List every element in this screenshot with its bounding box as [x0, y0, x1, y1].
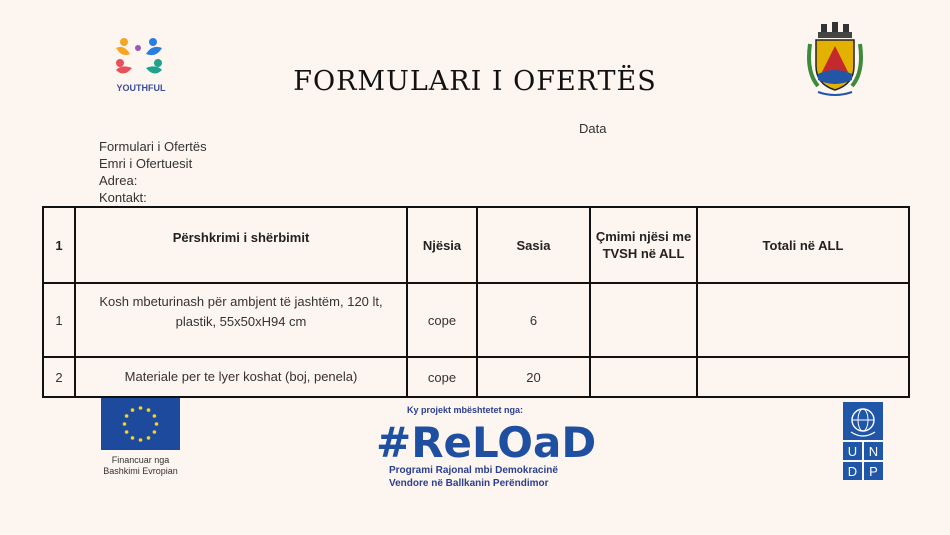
offer-table	[42, 206, 910, 398]
undp-letter-d: D	[847, 464, 858, 479]
header-number: 1	[43, 207, 75, 283]
header-description: Përshkrimi i shërbimit	[75, 207, 407, 283]
row-total	[697, 283, 909, 357]
youthful-brand-text: YOUTHFUL	[116, 83, 166, 93]
program-line-1: Programi Rajonal mbi Demokracinë	[389, 465, 558, 476]
header-unit-price: Çmimi njësi me TVSH në ALL	[590, 207, 697, 283]
address-line: Adrea:	[99, 173, 138, 188]
table-row	[43, 283, 909, 357]
undp-letter-n: N	[868, 444, 879, 459]
row-quantity: 20	[477, 357, 590, 397]
eu-funding-caption	[90, 455, 191, 477]
table-header-row	[43, 207, 909, 283]
table-row	[43, 357, 909, 397]
un-emblem-icon	[843, 402, 883, 440]
row-unit-price	[590, 283, 697, 357]
eu-flag-icon	[101, 398, 180, 450]
row-unit: cope	[407, 283, 477, 357]
eu-caption-line-1: Financuar nga	[111, 455, 170, 465]
header-total: Totali në ALL	[697, 207, 909, 283]
row-total	[697, 357, 909, 397]
page-title: FORMULARI I OFERTËS	[293, 66, 657, 97]
undp-letter-p: P	[869, 464, 878, 479]
row-description: Materiale per te lyer koshat (boj, penela)	[75, 357, 407, 397]
program-line-2: Vendore në Ballkanin Perëndimor	[389, 478, 549, 489]
row-description: Kosh mbeturinash për ambjent të jashtëm, 120 lt, plastik, 55x50xH94 cm	[75, 283, 407, 357]
header-quantity: Sasia	[477, 207, 590, 283]
contact-line: Kontakt:	[99, 190, 147, 205]
row-number: 2	[43, 357, 75, 397]
header-unit: Njësia	[407, 207, 477, 283]
date-label: Data	[579, 121, 607, 136]
row-number: 1	[43, 283, 75, 357]
undp-letter-u: U	[847, 444, 858, 459]
form-name-line: Formulari i Ofertës	[99, 139, 207, 154]
row-unit: cope	[407, 357, 477, 397]
row-quantity: 6	[477, 283, 590, 357]
support-line: Ky projekt mbështetet nga:	[407, 405, 524, 415]
undp-logo	[843, 402, 883, 480]
eu-caption-line-2: Bashkimi Evropian	[103, 466, 178, 476]
reload-logo-text: #ReLOaD	[376, 418, 597, 467]
bidder-name-line: Emri i Ofertuesit	[99, 156, 193, 171]
row-unit-price	[590, 357, 697, 397]
